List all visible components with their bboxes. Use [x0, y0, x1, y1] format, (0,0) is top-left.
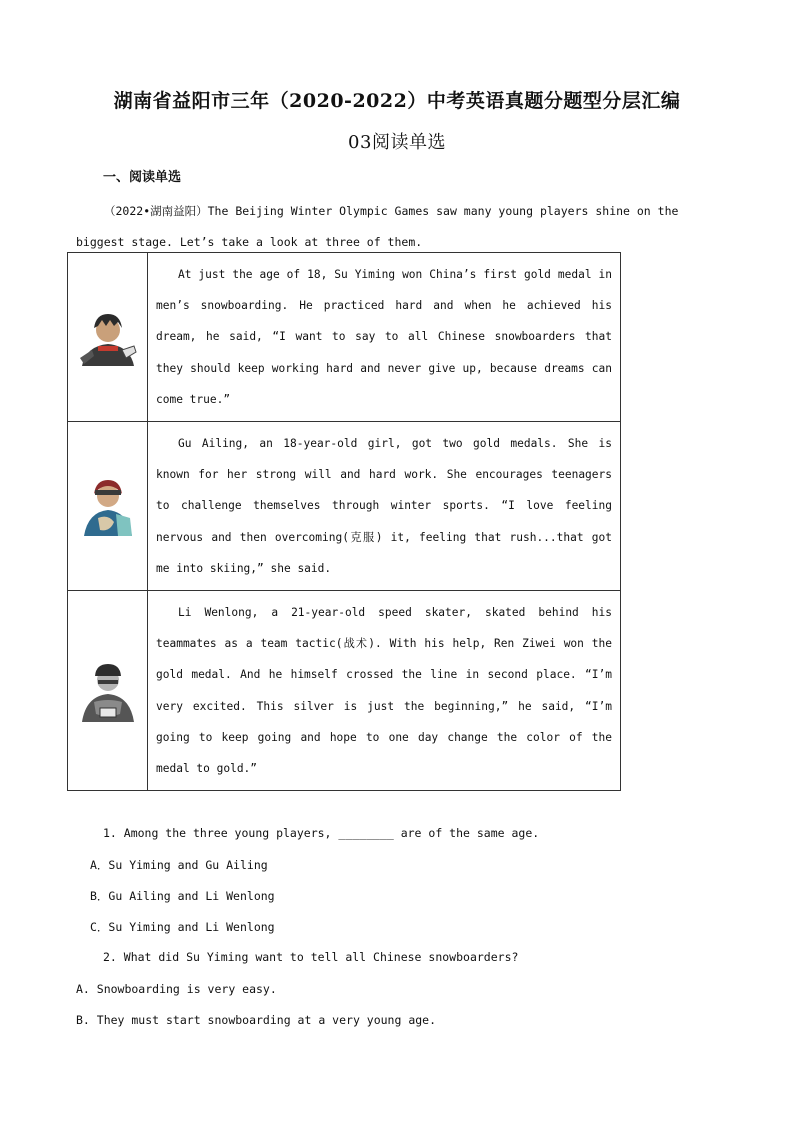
question-2-option-b: B. They must start snowboarding at a very young age. [76, 1013, 437, 1027]
players-table [67, 252, 621, 791]
question-1-option-b: B．Gu Ailing and Li Wenlong [90, 889, 275, 903]
intro-source: （2022•湖南益阳） [104, 204, 208, 218]
player-description: Gu Ailing, an 18-year-old girl, got two gold medals. She is known for her strong will and hard work. She encourages teenagers to challenge themselves through winter sports. “I love feeling nervous and then overcoming(克服) it, feeling that rush...that got me into skiing,” she said. [156, 437, 612, 575]
player-photo-cell [68, 253, 148, 422]
question-1-option-c: C．Su Yiming and Li Wenlong [90, 920, 275, 934]
table-row [68, 591, 621, 791]
player-text-cell [148, 591, 621, 791]
intro-line2: biggest stage. Let’s take a look at three of them. [76, 235, 423, 249]
player-text-cell [148, 253, 621, 422]
document-subtitle: 03阅读单选 [348, 132, 446, 153]
intro-line1: The Beijing Winter Olympic Games saw many young players shine on the [207, 204, 679, 218]
player-photo-cell [68, 422, 148, 591]
player-photo-cell [68, 591, 148, 791]
document-title: 湖南省益阳市三年（2020-2022）中考英语真题分题型分层汇编 [113, 90, 681, 112]
question-1-stem: 1. Among the three young players, ________ are of the same age. [103, 826, 540, 840]
player-description: Li Wenlong, a 21-year-old speed skater, skated behind his teammates as a team tactic(战术). With his help, Ren Ziwei won the gold medal. And he himself crossed the line in second place. “I’m very excited. This silver is just the beginning,” he said, “I’m going to keep going and hope to one day change the color of the medal to gold.” [156, 606, 612, 776]
player-text-cell [148, 422, 621, 591]
question-2-stem: 2. What did Su Yiming want to tell all Chinese snowboarders? [103, 950, 519, 964]
player-description: At just the age of 18, Su Yiming won China’s first gold medal in men’s snowboarding. He practiced hard and when he achieved his dream, he said, “I want to say to all Chinese snowboarders that they should keep working hard and never give up, because dreams can come true.” [156, 268, 612, 406]
snowboarder-portrait-icon [76, 306, 140, 368]
question-2-option-a: A. Snowboarding is very easy. [76, 982, 277, 996]
question-1-option-a: A．Su Yiming and Gu Ailing [90, 858, 268, 872]
speed-skater-portrait-icon [78, 658, 138, 724]
skier-portrait-icon [80, 474, 136, 538]
table-row [68, 422, 621, 591]
table-row [68, 253, 621, 422]
intro-paragraph [76, 196, 716, 258]
section-heading: 一、阅读单选 [103, 170, 182, 185]
